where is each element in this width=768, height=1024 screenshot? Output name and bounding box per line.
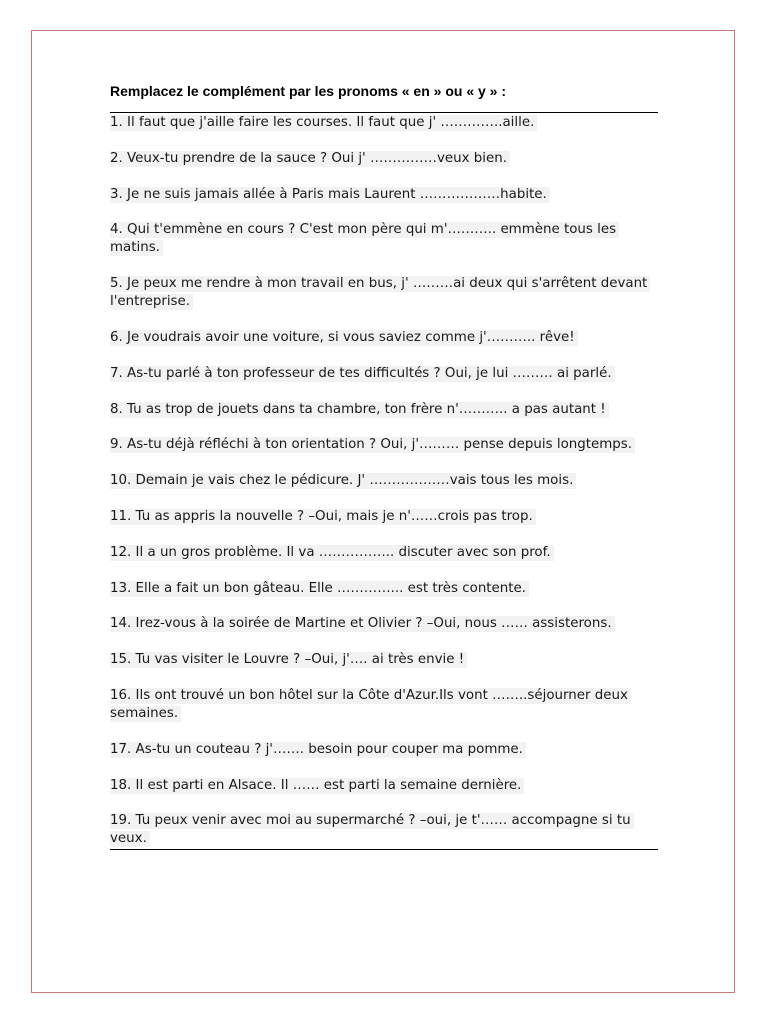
exercise-item-9 — [110, 436, 658, 454]
exercise-text: 10. Demain je vais chez le pédicure. J' ………………vais tous les mois. — [110, 473, 576, 489]
exercise-item-8 — [110, 401, 658, 419]
exercise-item-16 — [110, 687, 658, 723]
worksheet — [110, 82, 658, 850]
exercise-text: 2. Veux-tu prendre de la sauce ? Oui j' ……………veux bien. — [110, 151, 510, 167]
exercise-list — [110, 114, 658, 848]
exercise-item-11 — [110, 508, 658, 526]
exercise-item-3 — [110, 186, 658, 204]
exercise-text: 13. Elle a fait un bon gâteau. Elle …………... est très contente. — [110, 581, 529, 597]
exercise-text: 8. Tu as trop de jouets dans ta chambre, ton frère n'……….. a pas autant ! — [110, 402, 609, 418]
exercise-text: 18. Il est parti en Alsace. Il …… est parti la semaine dernière. — [110, 778, 524, 794]
exercise-text: 3. Je ne suis jamais allée à Paris mais Laurent ………………habite. — [110, 187, 550, 203]
exercise-item-12 — [110, 544, 658, 562]
exercise-text: 6. Je voudrais avoir une voiture, si vous saviez comme j'……….. rêve! — [110, 330, 578, 346]
exercise-text: 5. Je peux me rendre à mon travail en bus, j' ………ai deux qui s'arrêtent devant l'entreprise. — [110, 276, 650, 310]
exercise-item-4 — [110, 221, 658, 257]
exercise-item-14 — [110, 615, 658, 633]
exercise-text: 11. Tu as appris la nouvelle ? –Oui, mais je n'……crois pas trop. — [110, 509, 536, 525]
exercise-item-19 — [110, 812, 658, 848]
exercise-text: 7. As-tu parlé à ton professeur de tes difficultés ? Oui, je lui ……… ai parlé. — [110, 366, 615, 382]
exercise-item-17 — [110, 741, 658, 759]
exercise-text: 19. Tu peux venir avec moi au supermarché ? –oui, je t'…… accompagne si tu veux. — [110, 813, 634, 847]
exercise-item-2 — [110, 150, 658, 168]
exercise-text: 9. As-tu déjà réfléchi à ton orientation ? Oui, j'……… pense depuis longtemps. — [110, 437, 635, 453]
exercise-item-6 — [110, 329, 658, 347]
exercise-text: 16. Ils ont trouvé un bon hôtel sur la Côte d'Azur.Ils vont ……..séjourner deux semaines. — [110, 688, 631, 722]
exercise-text: 1. Il faut que j'aille faire les courses. Il faut que j' …………..aille. — [110, 115, 537, 131]
exercise-item-5 — [110, 275, 658, 311]
exercise-text: 15. Tu vas visiter le Louvre ? –Oui, j'…. ai très envie ! — [110, 652, 467, 668]
exercise-item-13 — [110, 580, 658, 598]
exercise-item-7 — [110, 365, 658, 383]
exercise-text: 12. Il a un gros problème. Il va …………….. discuter avec son prof. — [110, 545, 554, 561]
exercise-text: 4. Qui t'emmène en cours ? C'est mon père qui m'……….. emmène tous les matins. — [110, 222, 619, 256]
exercise-text: 14. Irez-vous à la soirée de Martine et Olivier ? –Oui, nous …… assisterons. — [110, 616, 615, 632]
bottom-rule — [110, 849, 658, 850]
exercise-item-18 — [110, 777, 658, 795]
exercise-item-10 — [110, 472, 658, 490]
exercise-item-15 — [110, 651, 658, 669]
exercise-text: 17. As-tu un couteau ? j'……. besoin pour couper ma pomme. — [110, 742, 526, 758]
top-rule — [110, 112, 658, 113]
instruction-heading: Remplacez le complément par les pronoms « en » ou « y » : — [110, 83, 507, 99]
exercise-item-1 — [110, 114, 658, 132]
